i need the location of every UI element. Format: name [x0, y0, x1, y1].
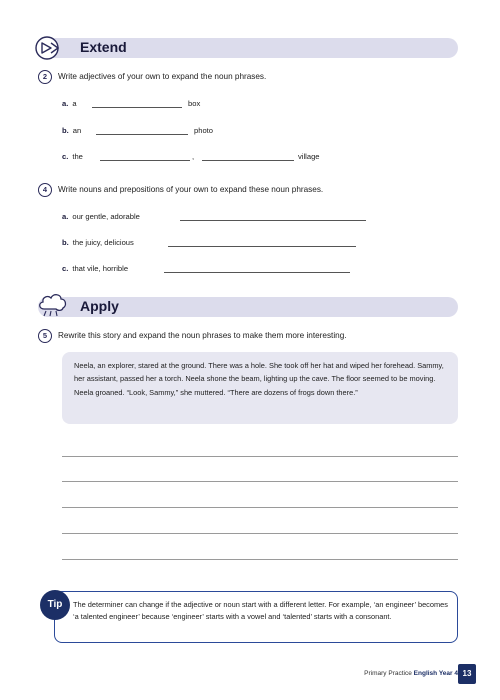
item-label: b. [62, 238, 69, 247]
tip-box [54, 591, 458, 643]
footer-series: Primary Practice [364, 670, 412, 677]
answer-blank[interactable] [100, 160, 190, 161]
apply-title: Apply [80, 298, 119, 314]
item-label: c. [62, 152, 69, 161]
q2-item-a [62, 99, 77, 108]
writing-line[interactable] [62, 456, 458, 457]
answer-blank[interactable] [96, 134, 188, 135]
cloud-icon [36, 289, 70, 319]
page-number: 13 [458, 664, 476, 684]
extend-banner [38, 38, 458, 58]
item-phrase: the juicy, delicious [72, 238, 134, 247]
item-phrase: that vile, horrible [72, 264, 129, 273]
item-phrase: our gentle, adorable [72, 212, 140, 221]
item-label: c. [62, 264, 69, 273]
footer-text [364, 670, 458, 677]
answer-blank[interactable] [164, 272, 350, 273]
q4-item-c [62, 264, 128, 273]
q4-item-a [62, 212, 140, 221]
footer-book: English Year 4 [413, 670, 458, 677]
item-end-word: box [188, 99, 201, 108]
apply-banner [38, 297, 458, 317]
item-start-word: an [72, 126, 82, 135]
q4-item-b [62, 238, 134, 247]
item-end-word: photo [194, 126, 214, 135]
item-start-word: the [72, 152, 83, 161]
item-end-word: village [298, 152, 320, 161]
item-label: a. [62, 212, 69, 221]
writing-line[interactable] [62, 507, 458, 508]
story-box [62, 352, 458, 424]
q2-item-b [62, 126, 81, 135]
answer-blank[interactable] [168, 246, 356, 247]
question-instruction: Rewrite this story and expand the noun phrases to make them more interesting. [58, 331, 347, 340]
question-instruction: Write adjectives of your own to expand the noun phrases. [58, 72, 267, 81]
writing-line[interactable] [62, 481, 458, 482]
story-text: Neela, an explorer, stared at the ground. There was a hole. She took off her hat and wiped her forehead. Sammy, her assistant, passed her a torch. Neela shone the beam, lighting up the cave. The floor seemed to be moving. Neela groaned. “Look, Sammy,” she muttered. “There are dozens of frogs down there.” [74, 361, 444, 397]
item-separator: , [192, 152, 195, 161]
item-label: b. [62, 126, 69, 135]
answer-blank[interactable] [180, 220, 366, 221]
writing-line[interactable] [62, 559, 458, 560]
question-number: 5 [38, 329, 52, 343]
q2-item-c [62, 152, 83, 161]
question-instruction: Write nouns and prepositions of your own to expand these noun phrases. [58, 185, 324, 194]
extend-title: Extend [80, 39, 127, 55]
tip-text: The determiner can change if the adjective or noun start with a different letter. For example, ‘an engineer’ becomes ‘a talented engineer’ because ‘engineer’ starts with a vowel and ‘talented’ starts with a consonant. [73, 600, 448, 621]
item-start-word: a [72, 99, 77, 108]
tip-badge: Tip [40, 590, 70, 620]
extend-arrow-icon [34, 35, 62, 61]
writing-line[interactable] [62, 533, 458, 534]
answer-blank[interactable] [202, 160, 294, 161]
question-number: 2 [38, 70, 52, 84]
answer-blank[interactable] [92, 107, 182, 108]
question-number: 4 [38, 183, 52, 197]
item-label: a. [62, 99, 69, 108]
